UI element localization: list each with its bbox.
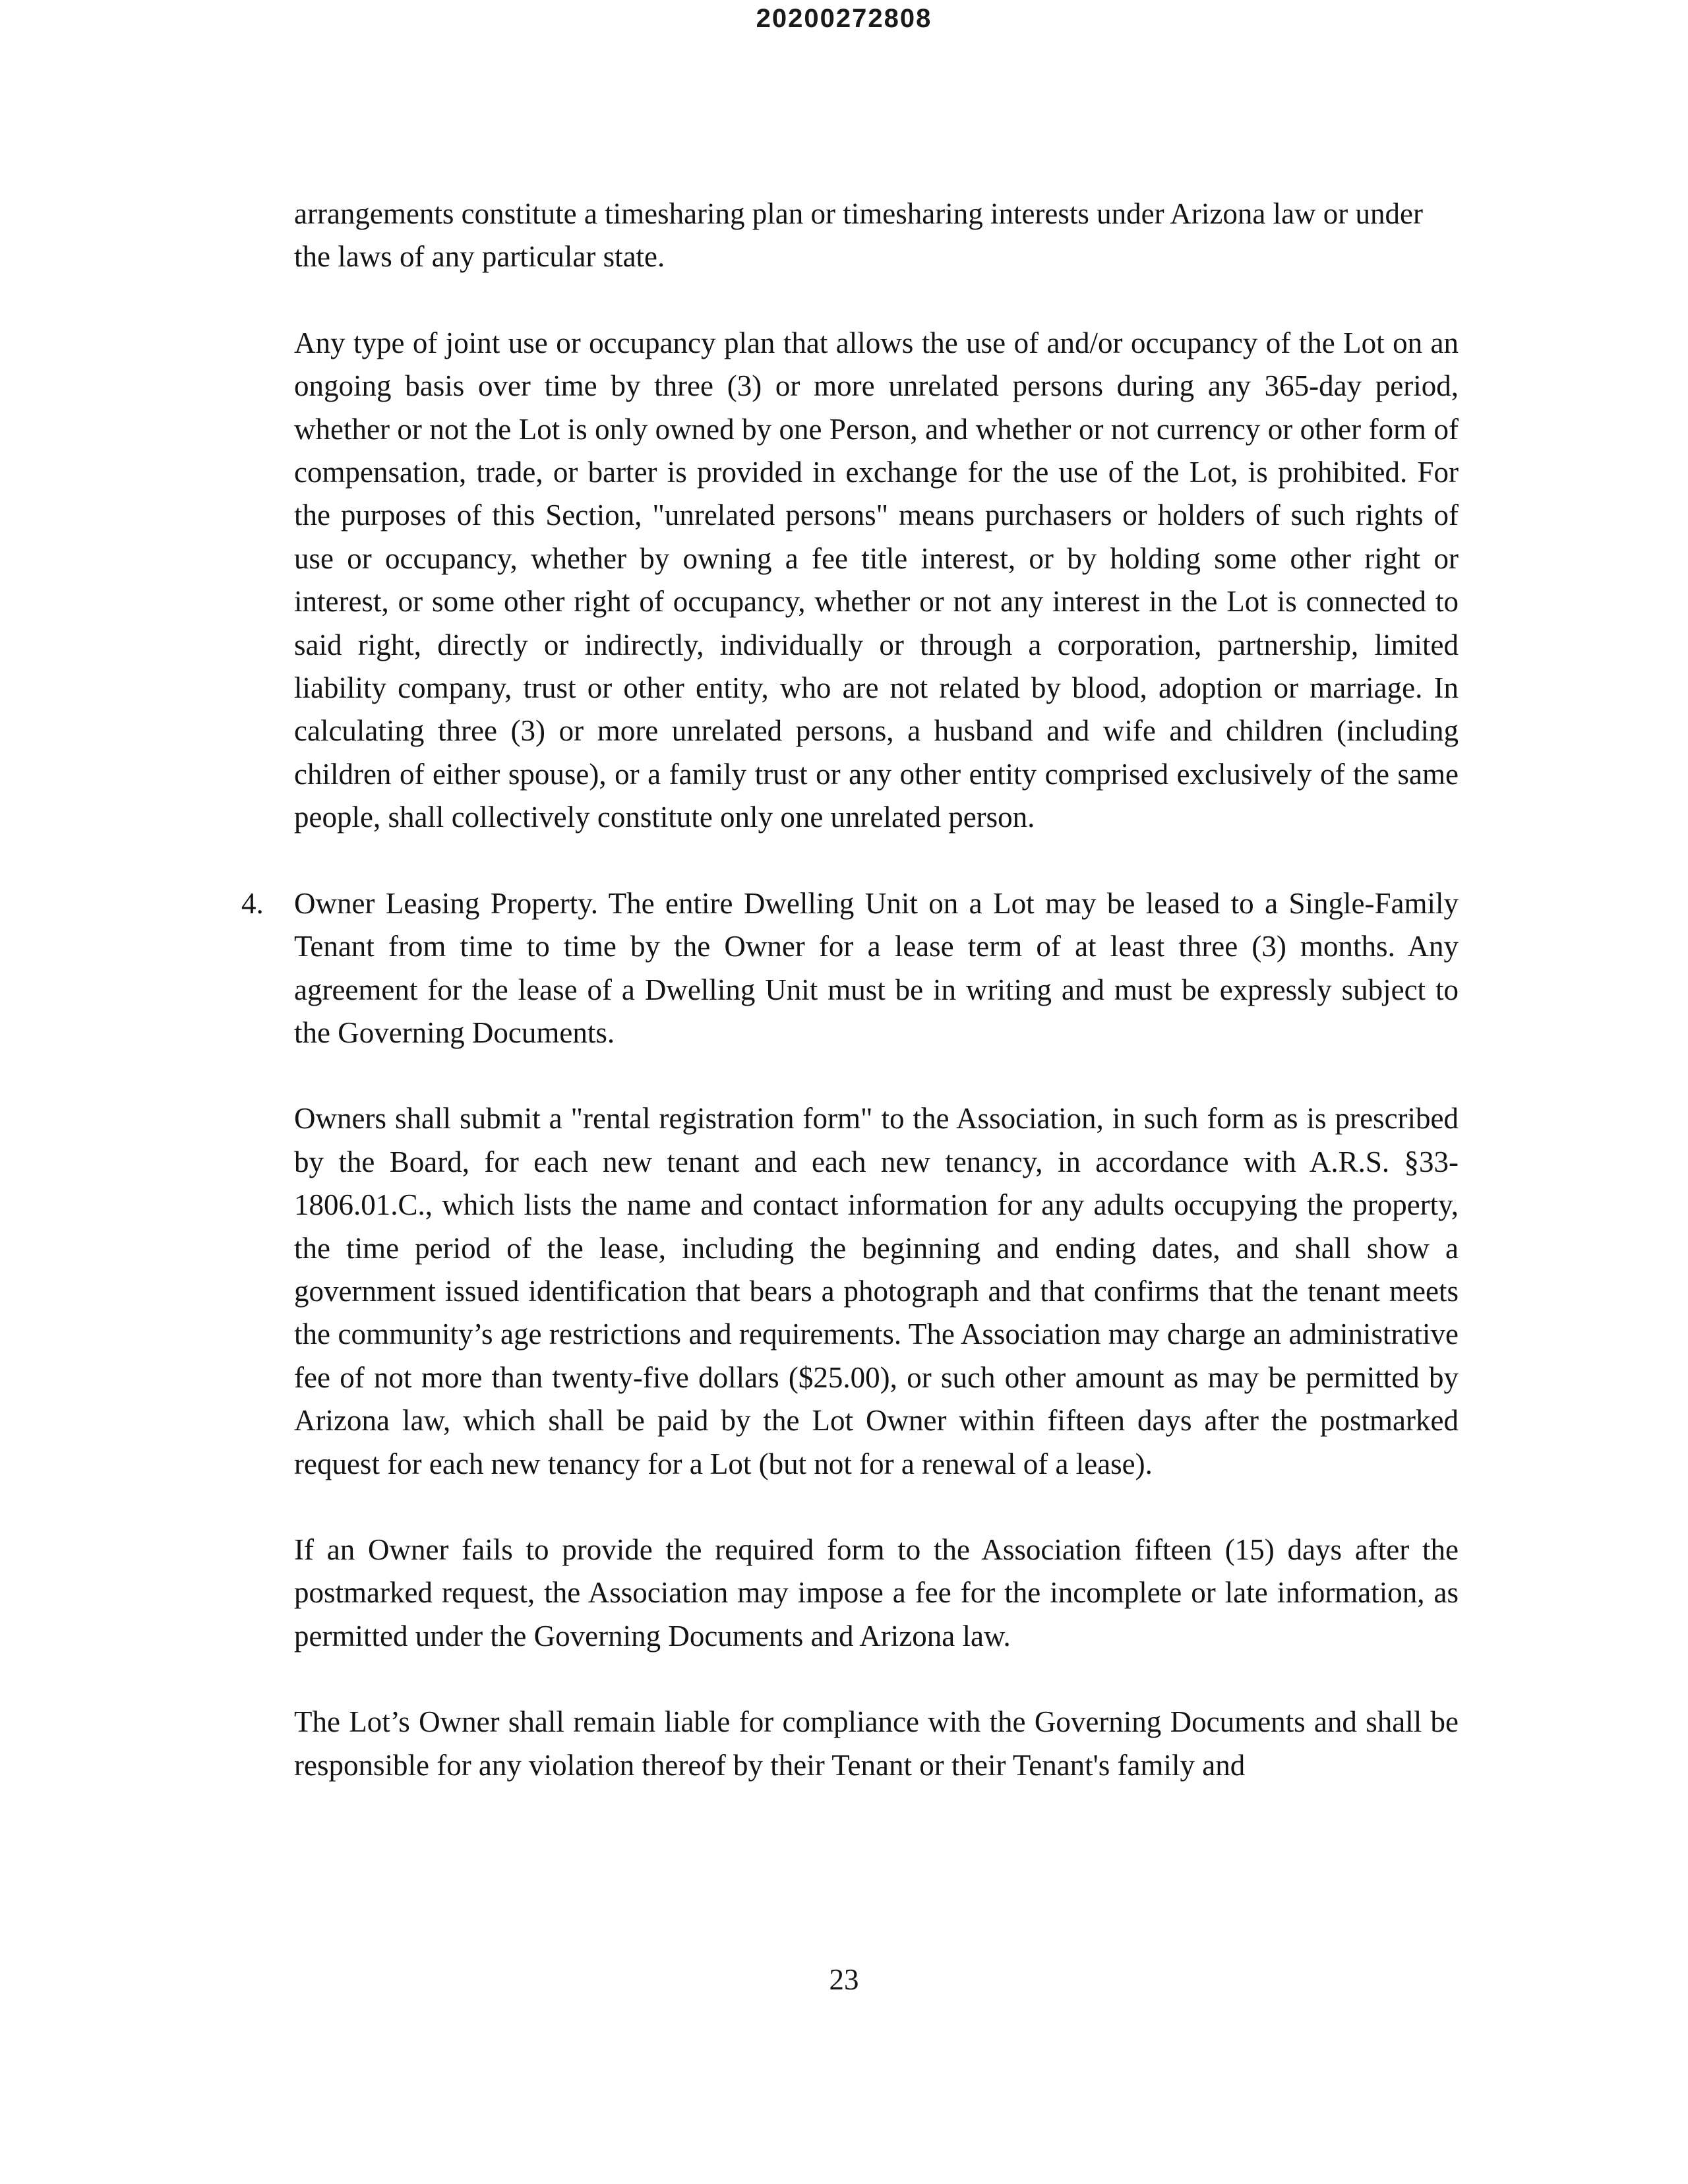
late-fee-paragraph: If an Owner fails to provide the required form to the Association fifteen (15) days after the postmarked request, the Association may impose a fee for the incomplete or late information, as permitted under the Governing Documents and Arizona law. — [294, 1532, 1459, 1653]
liability-paragraph: The Lot’s Owner shall remain liable for compliance with the Governing Documents and shall be responsible for any violation thereof by their Tenant or their Tenant's family and — [294, 1705, 1459, 1782]
list-item-number: 4. — [241, 886, 264, 920]
list-item-4 — [241, 882, 1459, 1055]
document-number: 20200272808 — [756, 4, 932, 33]
document-body — [241, 193, 1459, 1830]
page-number: 23 — [829, 1963, 859, 1996]
rental-registration-paragraph: Owners shall submit a "rental registration form" to the Association, in such form as is prescribed by the Board, for each new tenant and each new tenancy, in accordance with A.R.S. §33-1806.01.C., which lists the name and contact information for any adults occupying the property, the time period of the lease, including the beginning and ending dates, and shall show a government issued identification that bears a photograph and that confirms that the tenant meets the community’s age restrictions and requirements. The Association may charge an administrative fee of not more than twenty-five dollars ($25.00), or such other amount as may be permitted by Arizona law, which shall be paid by the Lot Owner within fifteen days after the postmarked request for each new tenancy for a Lot (but not for a renewal of a lease). — [294, 1102, 1459, 1480]
owner-leasing-property-text: Owner Leasing Property. The entire Dwelling Unit on a Lot may be leased to a Single-Family Tenant from time to time by the Owner for a lease term of at least three (3) months. Any agreement for the lease of a Dwelling Unit must be in writing and must be expressly subject to the Governing Documents. — [294, 886, 1459, 1049]
joint-use-paragraph: Any type of joint use or occupancy plan that allows the use of and/or occupancy of the Lot on an ongoing basis over time by three (3) or more unrelated persons during any 365-day period, whether or not the Lot is only owned by one Person, and whether or not currency or other form of compensation, trade, or barter is provided in exchange for the use of the Lot, is prohibited. For the purposes of this Section, "unrelated persons" means purchasers or holders of such rights of use or occupancy, whether by owning a fee title interest, or by holding some other right or interest, or some other right of occupancy, whether or not any interest in the Lot is connected to said right, directly or indirectly, individually or through a corporation, partnership, limited liability company, trust or other entity, who are not related by blood, adoption or marriage. In calculating three (3) or more unrelated persons, a husband and wife and children (including children of either spouse), or a family trust or any other entity comprised exclusively of the same people, shall collectively constitute only one unrelated person. — [294, 326, 1459, 834]
continuation-paragraph: arrangements constitute a timesharing plan or timesharing interests under Arizona law or under the laws of any particular state. — [294, 197, 1423, 274]
